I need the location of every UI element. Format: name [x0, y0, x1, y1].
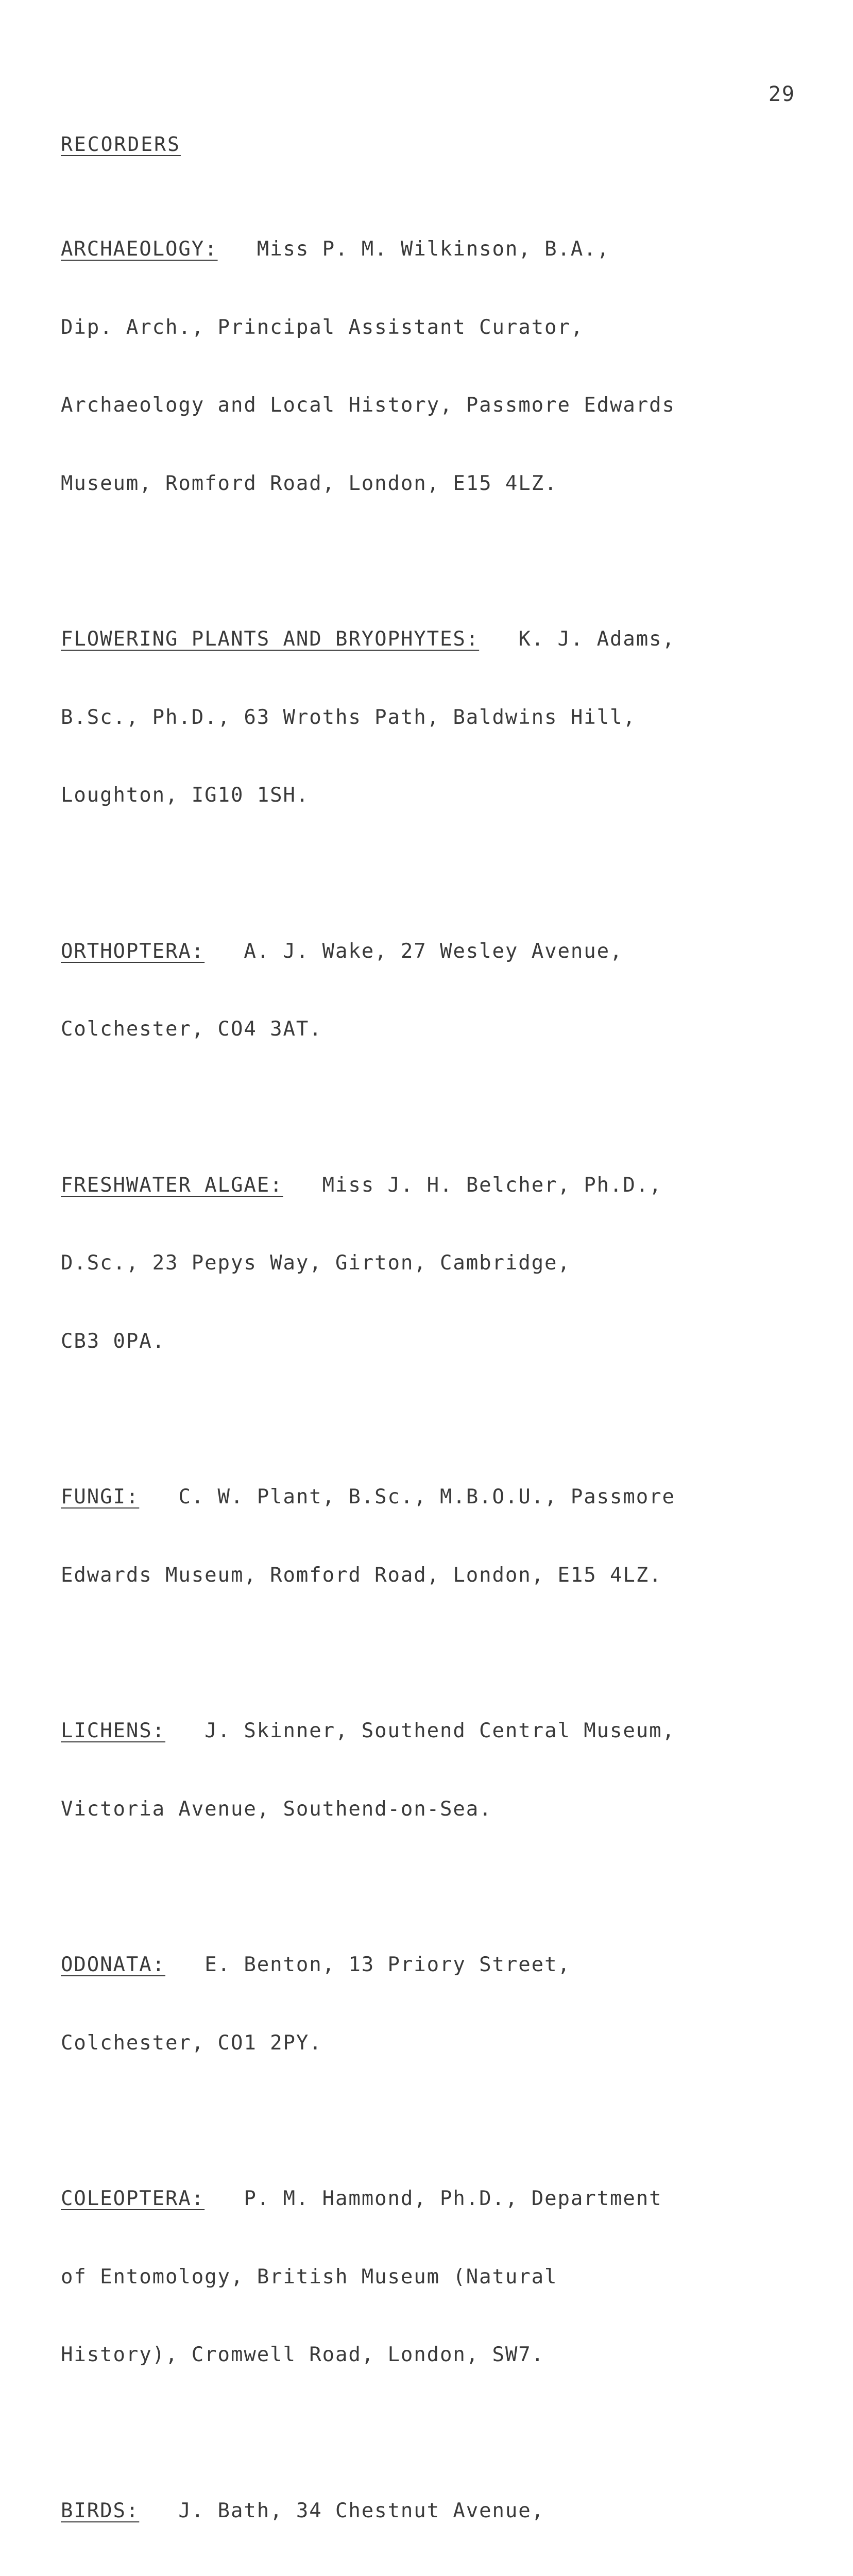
- entry-text: E. Benton, 13 Priory Street,: [204, 1953, 571, 1976]
- entry-first-line: [61, 236, 803, 263]
- recorders-list: [61, 184, 803, 2576]
- entry-text: J. Bath, 34 Chestnut Avenue,: [178, 2499, 544, 2522]
- entry-text: J. Skinner, Southend Central Museum,: [204, 1719, 675, 1742]
- document-page: [0, 0, 853, 1225]
- entry-text: Loughton, IG10 1SH.: [61, 783, 803, 809]
- entry-text: B.Sc., Ph.D., 63 Wroths Path, Baldwins Hill,: [61, 705, 803, 731]
- entry-text: Archaeology and Local History, Passmore Edwards: [61, 393, 803, 419]
- recorder-entry-fungi: [61, 1432, 803, 1640]
- entry-first-line: [61, 1173, 803, 1199]
- entry-label: FRESHWATER ALGAE:: [61, 1174, 283, 1197]
- recorder-entry-birds: [61, 2446, 803, 2576]
- entry-text: Colchester, CO1 2PY.: [61, 2030, 803, 2057]
- entry-label: ARCHAEOLOGY:: [61, 238, 218, 261]
- recorder-entry-lichens: [61, 1666, 803, 1874]
- entry-first-line: [61, 939, 803, 965]
- recorder-entry-odonata: [61, 1900, 803, 2108]
- entry-text: History), Cromwell Road, London, SW7.: [61, 2342, 803, 2368]
- entry-text: Edwards Museum, Romford Road, London, E15 4LZ.: [61, 1563, 803, 1589]
- section-heading: RECORDERS: [61, 133, 181, 156]
- recorder-entry-flowering-plants: [61, 574, 803, 861]
- recorder-entry-archaeology: [61, 184, 803, 549]
- entry-first-line: [61, 1718, 803, 1744]
- entry-label: ODONATA:: [61, 1953, 165, 1976]
- recorder-entry-coleoptera: [61, 2134, 803, 2420]
- page-number: 29: [769, 82, 795, 106]
- recorder-entry-orthoptera: [61, 887, 803, 1095]
- entry-text: Miss J. H. Belcher, Ph.D.,: [322, 1174, 662, 1197]
- entry-label: FUNGI:: [61, 1485, 139, 1509]
- entry-text: C. W. Plant, B.Sc., M.B.O.U., Passmore: [178, 1485, 675, 1509]
- entry-text: K. J. Adams,: [518, 628, 675, 651]
- entry-first-line: [61, 1952, 803, 1978]
- entry-first-line: [61, 1484, 803, 1511]
- entry-label: ORTHOPTERA:: [61, 940, 204, 963]
- entry-first-line: [61, 2498, 803, 2524]
- entry-label: BIRDS:: [61, 2499, 139, 2522]
- entry-text: CB3 0PA.: [61, 1329, 803, 1355]
- entry-text: Museum, Romford Road, London, E15 4LZ.: [61, 471, 803, 497]
- entry-text: Miss P. M. Wilkinson, B.A.,: [257, 238, 610, 261]
- entry-text: P. M. Hammond, Ph.D., Department: [244, 2187, 662, 2210]
- entry-text: of Entomology, British Museum (Natural: [61, 2264, 803, 2291]
- entry-first-line: [61, 626, 803, 653]
- entry-text: A. J. Wake, 27 Wesley Avenue,: [244, 940, 623, 963]
- entry-label: COLEOPTERA:: [61, 2187, 204, 2210]
- recorder-entry-freshwater-algae: [61, 1121, 803, 1407]
- entry-text: Colchester, CO4 3AT.: [61, 1016, 803, 1043]
- entry-label: FLOWERING PLANTS AND BRYOPHYTES:: [61, 628, 479, 651]
- entry-label: LICHENS:: [61, 1719, 165, 1742]
- entry-text: Dip. Arch., Principal Assistant Curator,: [61, 315, 803, 341]
- entry-text: Victoria Avenue, Southend-on-Sea.: [61, 1797, 803, 1823]
- entry-first-line: [61, 2186, 803, 2212]
- entry-text: D.Sc., 23 Pepys Way, Girton, Cambridge,: [61, 1250, 803, 1277]
